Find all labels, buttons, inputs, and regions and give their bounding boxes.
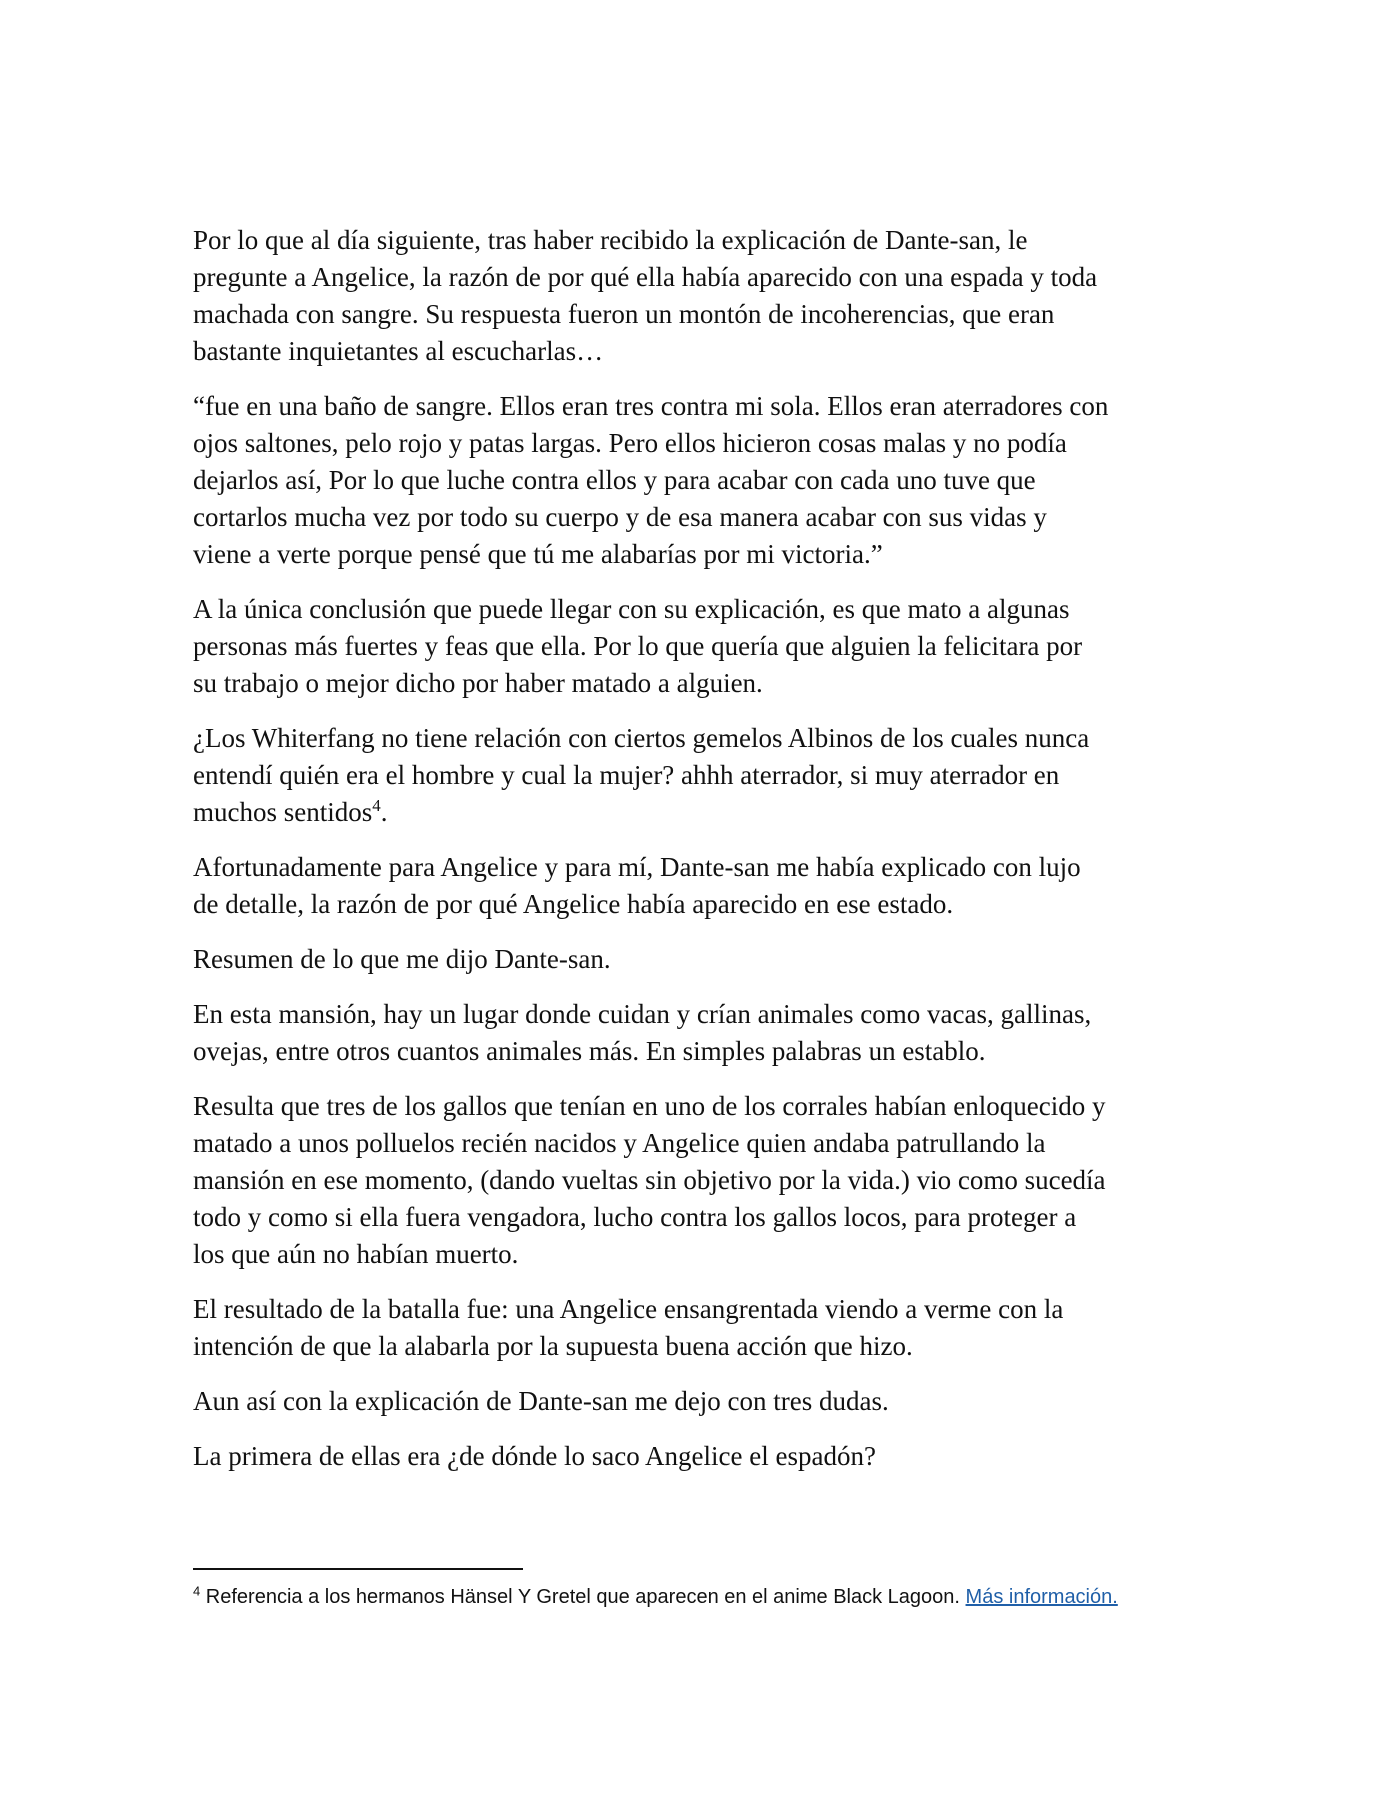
line: Aun así con la explicación de Dante-san me dejo con tres dudas.: [193, 1386, 889, 1416]
paragraph-1: [193, 222, 1213, 370]
line: A la única conclusión que puede llegar con su explicación, es que mato a algunas: [193, 594, 1070, 624]
line-text: muchos sentidos: [193, 797, 373, 827]
paragraph-4: [193, 720, 1213, 831]
line: Resulta que tres de los gallos que tenían en uno de los corrales habían enloquecido y: [193, 1091, 1106, 1121]
line: [193, 794, 1213, 831]
line: cortarlos mucha vez por todo su cuerpo y de esa manera acabar con sus vidas y: [193, 502, 1047, 532]
paragraph-7: [193, 996, 1213, 1070]
footnote-text: Referencia a los hermanos Hänsel Y Gretel que aparecen en el anime Black Lagoon.: [200, 1586, 966, 1608]
paragraph-8: [193, 1088, 1213, 1273]
line: de detalle, la razón de por qué Angelice había aparecido en ese estado.: [193, 889, 954, 919]
footnote-number: 4: [193, 1583, 201, 1599]
line: pregunte a Angelice, la razón de por qué ella había aparecido con una espada y toda: [193, 262, 1098, 292]
line-end: .: [380, 797, 388, 827]
line: “fue en una baño de sangre. Ellos eran tres contra mi sola. Ellos eran aterradores con: [193, 391, 1109, 421]
line: viene a verte porque pensé que tú me alabarías por mi victoria.”: [193, 539, 883, 569]
line: dejarlos así, Por lo que luche contra ellos y para acabar con cada uno tuve que: [193, 465, 1036, 495]
line: personas más fuertes y feas que ella. Por lo que quería que alguien la felicitara por: [193, 631, 1083, 661]
line: Resumen de lo que me dijo Dante-san.: [193, 944, 611, 974]
line: machada con sangre. Su respuesta fueron un montón de incoherencias, que eran: [193, 299, 1055, 329]
line: ovejas, entre otros cuantos animales más. En simples palabras un establo.: [193, 1036, 986, 1066]
line: En esta mansión, hay un lugar donde cuidan y crían animales como vacas, gallinas,: [193, 999, 1092, 1029]
body-text: [193, 222, 1213, 1493]
line: matado a unos polluelos recién nacidos y Angelice quien andaba patrullando la: [193, 1128, 1046, 1158]
paragraph-10: [193, 1383, 1213, 1420]
paragraph-5: [193, 849, 1213, 923]
line: su trabajo o mejor dicho por haber matado a alguien.: [193, 668, 763, 698]
line: entendí quién era el hombre y cual la mujer? ahhh aterrador, si muy aterrador en: [193, 760, 1060, 790]
paragraph-11: [193, 1438, 1213, 1475]
more-info-link[interactable]: Más información.: [965, 1586, 1118, 1608]
footnote-reference[interactable]: 4: [372, 796, 381, 815]
line: todo y como si ella fuera vengadora, lucho contra los gallos locos, para proteger a: [193, 1202, 1077, 1232]
line: mansión en ese momento, (dando vueltas sin objetivo por la vida.) vio como sucedía: [193, 1165, 1106, 1195]
line: ¿Los Whiterfang no tiene relación con ciertos gemelos Albinos de los cuales nunca: [193, 723, 1090, 753]
line: ojos saltones, pelo rojo y patas largas. Pero ellos hicieron cosas malas y no podía: [193, 428, 1067, 458]
line: Afortunadamente para Angelice y para mí, Dante-san me había explicado con lujo: [193, 852, 1081, 882]
line: los que aún no habían muerto.: [193, 1239, 519, 1269]
paragraph-3: [193, 591, 1213, 702]
paragraph-9: [193, 1291, 1213, 1365]
paragraph-6: [193, 941, 1213, 978]
line: intención de que la alabarla por la supuesta buena acción que hizo.: [193, 1331, 913, 1361]
line: Por lo que al día siguiente, tras haber recibido la explicación de Dante-san, le: [193, 225, 1028, 255]
line: El resultado de la batalla fue: una Angelice ensangrentada viendo a verme con la: [193, 1294, 1064, 1324]
line: La primera de ellas era ¿de dónde lo saco Angelice el espadón?: [193, 1441, 876, 1471]
footnote-separator: [193, 1568, 523, 1570]
line: bastante inquietantes al escucharlas…: [193, 336, 604, 366]
paragraph-2: [193, 388, 1213, 573]
footnote: [193, 1583, 1293, 1611]
